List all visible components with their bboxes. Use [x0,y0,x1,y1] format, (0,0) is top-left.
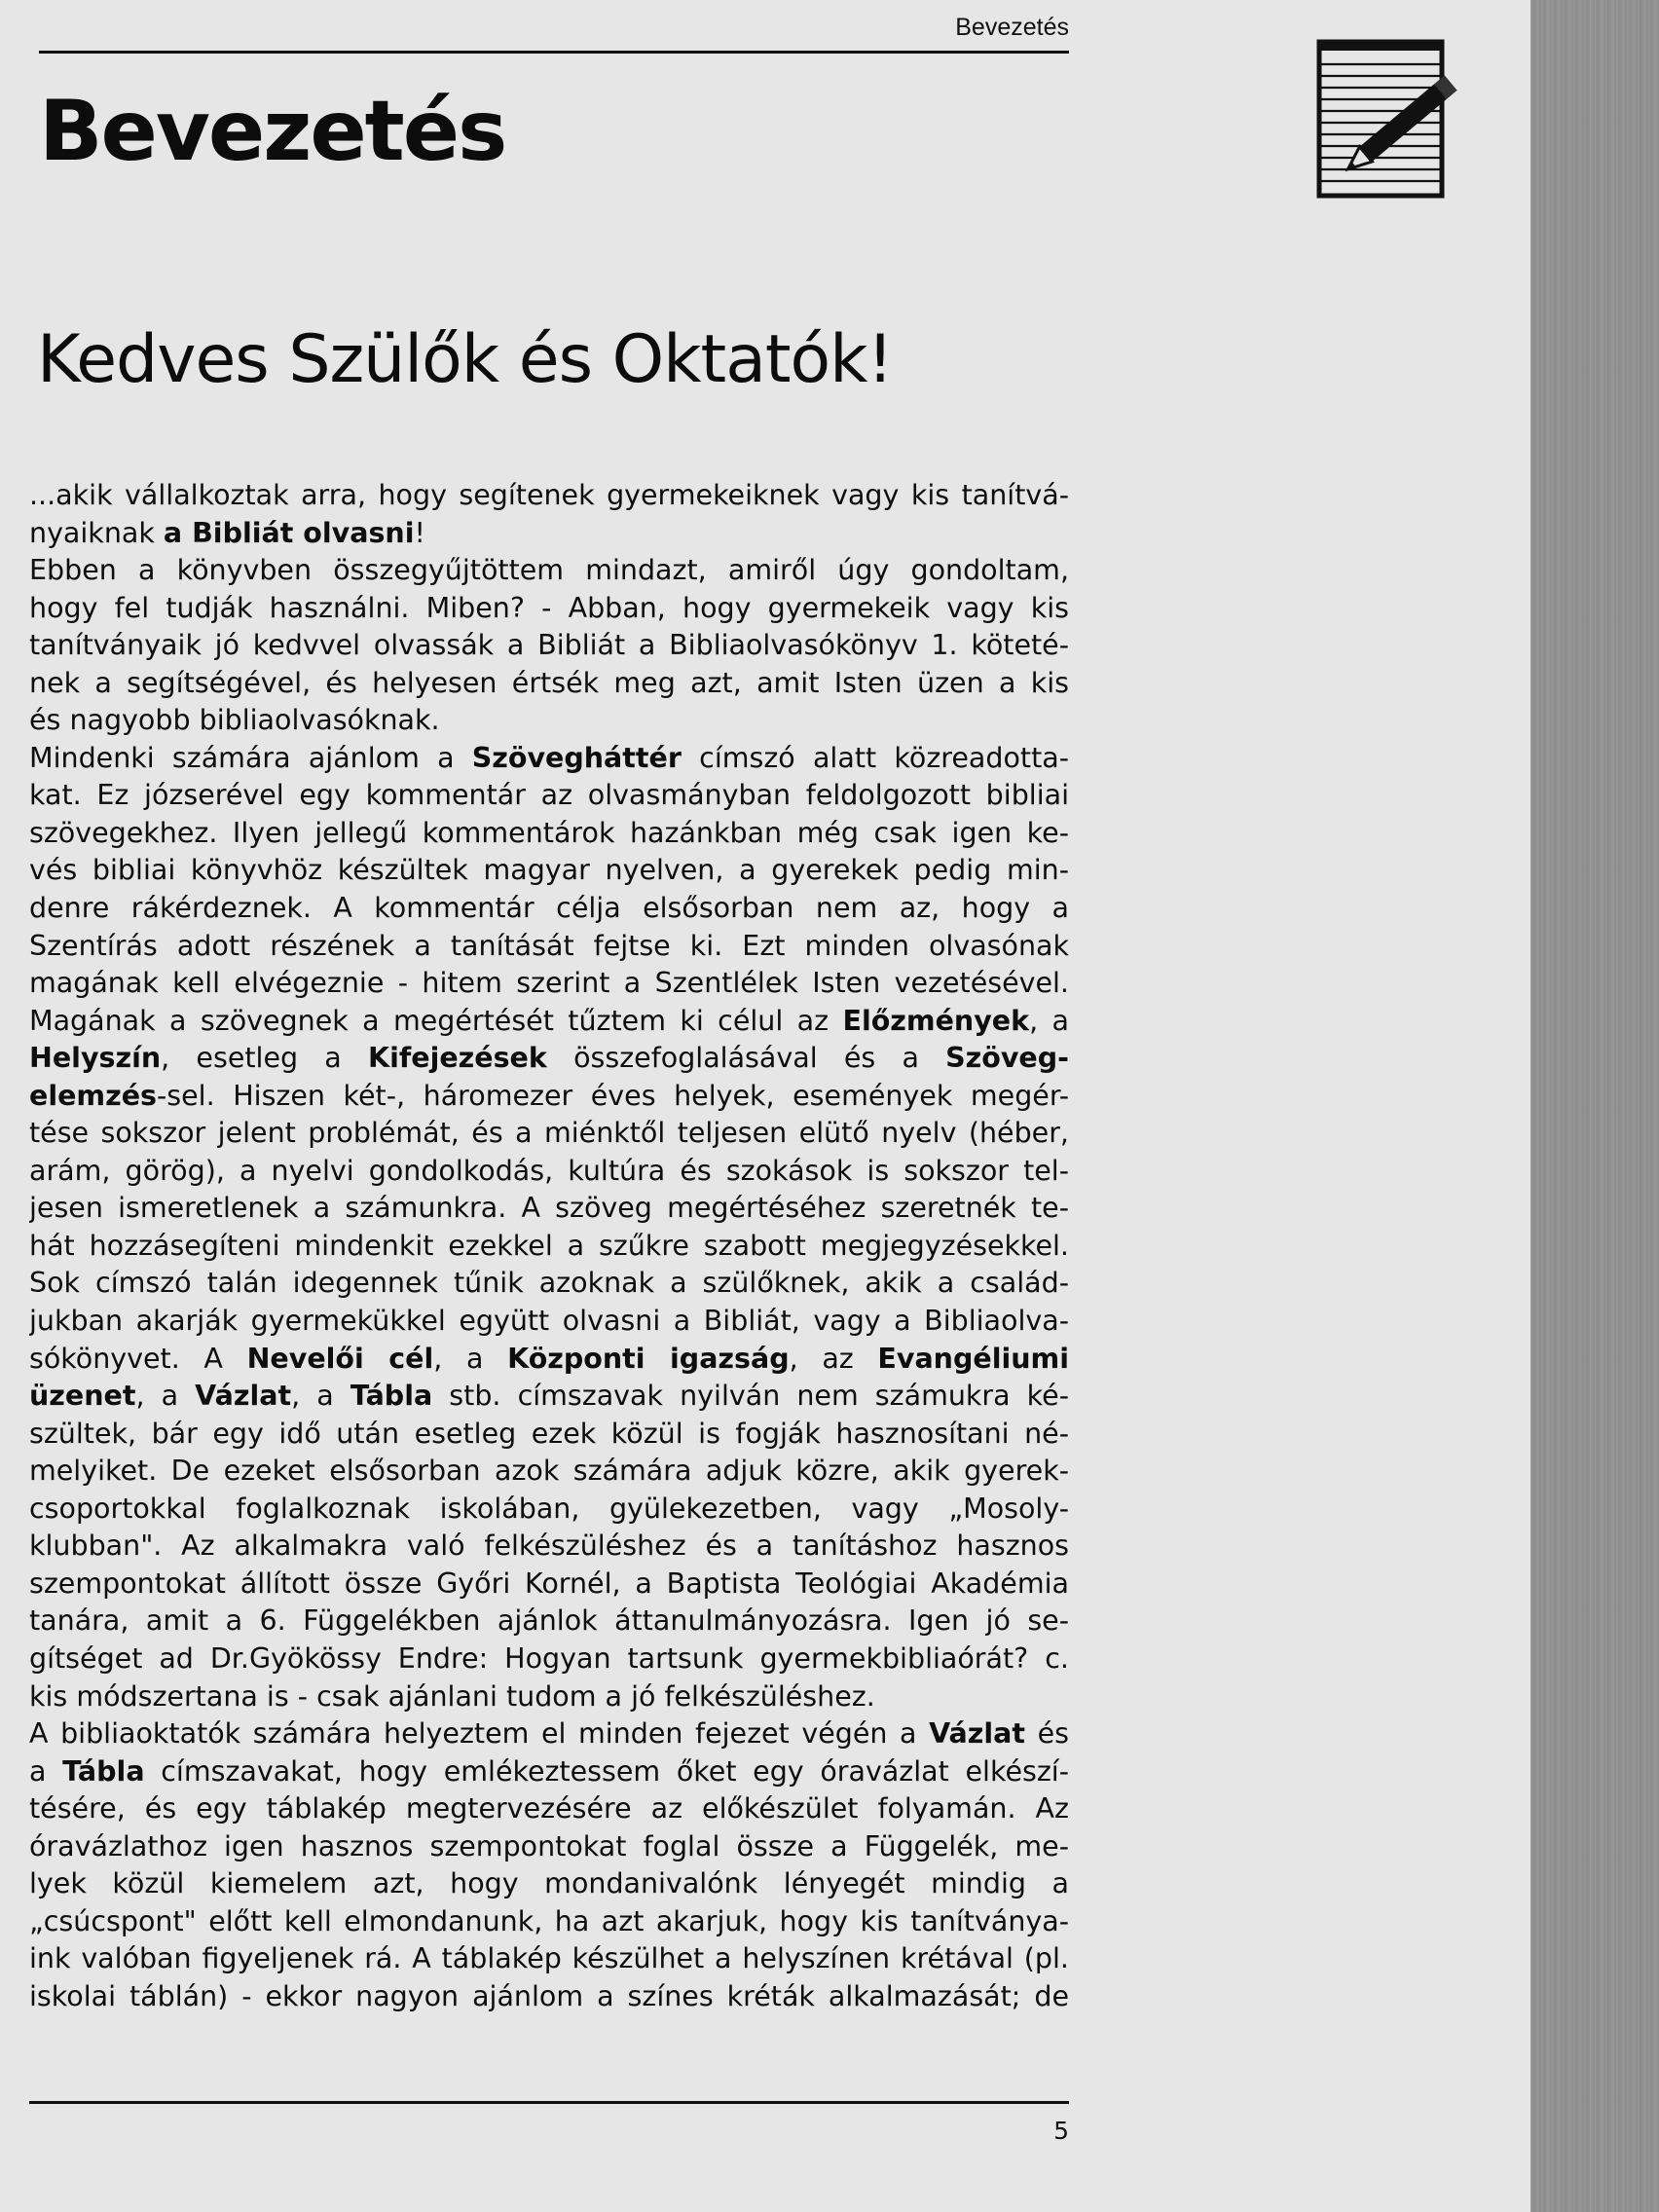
text-run: címszavakat, hogy emlékeztessem őket egy óravázlat elkészí- [144,1754,1069,1788]
text-run: kat. Ez józserével egy kommentár az olvasmányban feldolgozott bibliai [29,779,1069,812]
text-run: ...akik vállalkoztak arra, hogy segítenek gyermekeiknek vagy kis tanítvá- [29,479,1069,511]
bold-term: Tábla [62,1754,145,1788]
bold-term: Tábla [350,1380,433,1413]
text-run: szövegekhez. Ilyen jellegű kommentárok hazánkban még csak igen ke- [29,816,1069,849]
body-line [29,1416,1069,1454]
bold-term: Vázlat [195,1380,292,1413]
text-run: Mindenki számára ajánlom a [29,741,472,774]
text-run: lyek közül kiemelem azt, hogy mondanivalónk lényegét mindig a [29,1867,1069,1900]
bold-term: Szöveg- [945,1042,1069,1075]
text-run: , a [1029,1004,1069,1037]
text-run: denre rákérdeznek. A kommentár célja elsősorban nem az, hogy a [29,892,1069,925]
bold-term: Nevelői cél [246,1342,434,1375]
text-run: és nagyobb bibliaolvasóknak. [29,704,440,737]
text-run: sókönyvet. A [29,1342,247,1375]
body-line [29,1228,1069,1266]
text-run: gítséget ad Dr.Gyökössy Endre: Hogyan tartsunk gyermekbibliaórát? c. [29,1641,1069,1675]
body-line [29,1528,1069,1566]
body-line [29,1865,1069,1903]
text-run: kis módszertana is - csak ajánlani tudom a jó felkészüléshez. [29,1679,875,1713]
text-run: nyaiknak [29,516,164,549]
page-subtitle: Kedves Szülők és Oktatók! [37,321,893,398]
body-line [29,815,1069,853]
body-line [29,1903,1069,1941]
text-run: , a [135,1380,196,1413]
body-line [29,515,1069,553]
body-line [29,477,1069,515]
text-run: tanára, amit a 6. Függelékben ajánlok áttanulmányozásra. Igen jó se- [29,1604,1069,1638]
text-run: stb. címszavak nyilván nem számukra ké- [432,1380,1069,1413]
body-line [29,1378,1069,1416]
bold-term: üzenet [29,1380,136,1413]
bold-term: Vázlat [929,1717,1026,1751]
body-line [29,852,1069,890]
text-run: jesen ismeretlenek a számunkra. A szöveg megértéséhez szeretnék te- [29,1192,1069,1225]
text-run: , az [789,1342,878,1375]
text-run: arám, görög), a nyelvi gondolkodás, kultúra és szokások is sokszor tel- [29,1154,1069,1187]
text-run: klubban". Az alkalmakra való felkészüléshez és a tanításhoz hasznos [29,1530,1069,1563]
body-line [29,1265,1069,1303]
text-run: „csúcspont" előtt kell elmondanunk, ha azt akarjuk, hogy kis tanítványa- [29,1904,1069,1937]
text-run: , esetleg a [161,1042,368,1075]
body-line [29,1003,1069,1041]
text-run: címszó alatt közreadotta- [681,741,1069,774]
bold-term: Szövegháttér [471,741,682,774]
body-line [29,627,1069,665]
body-line [29,1828,1069,1866]
running-head: Bevezetés [955,14,1069,41]
body-line [29,1303,1069,1341]
text-run: jukban akarják gyermekükkel együtt olvasni a Bibliát, vagy a Bibliaolva- [29,1305,1069,1338]
body-line [29,1040,1069,1078]
body-line [29,590,1069,628]
text-run: magának kell elvégeznie - hitem szerint a Szentlélek Isten vezetésével. [29,967,1069,1000]
notepad-pencil-icon [1314,37,1480,203]
body-line [29,1603,1069,1641]
text-run: Magának a szövegnek a megértését tűztem ki célul az [29,1004,843,1037]
body-line [29,702,1069,740]
body-line [29,777,1069,815]
text-run: iskolai táblán) - ekkor nagyon ajánlom a színes kréták alkalmazását; de [29,1979,1069,2012]
text-run: Szentírás adott részének a tanítását fejtse ki. Ezt minden olvasónak [29,929,1069,962]
body-line [29,1790,1069,1828]
body-line [29,1190,1069,1228]
body-line [29,1641,1069,1678]
bold-term: Evangéliumi [877,1342,1069,1375]
bold-term: elemzés [29,1079,158,1112]
body-line [29,1715,1069,1753]
header-rule [39,51,1069,54]
text-run: ink valóban figyeljenek rá. A táblakép készülhet a helyszínen krétával (pl. [29,1942,1069,1975]
body-line [29,1153,1069,1191]
body-line [29,890,1069,928]
body-line [29,1678,1069,1716]
text-run: -sel. Hiszen két-, háromezer éves helyek, események megér- [157,1079,1069,1112]
body-line [29,1115,1069,1153]
footer-rule [29,2101,1069,2104]
text-run: csoportokkal foglalkoznak iskolában, gyülekezetben, vagy „Mosoly- [29,1492,1069,1525]
bold-term: Előzmények [842,1004,1030,1037]
text-run: , a [433,1342,508,1375]
text-run: összefoglalásával és a [546,1042,946,1075]
text-run: nek a segítségével, és helyesen értsék meg azt, amit Isten üzen a kis [29,666,1069,699]
body-line [29,1566,1069,1604]
body-line [29,665,1069,703]
body-line [29,928,1069,966]
text-run: Sok címszó talán idegennek tűnik azoknak a szülőknek, akik a család- [29,1267,1069,1300]
body-text [29,477,1069,2015]
text-run: vés bibliai könyvhöz készültek magyar nyelven, a gyerekek pedig min- [29,854,1069,887]
page-stack-edge [1530,0,1659,2212]
body-line [29,740,1069,778]
chapter-title: Bevezetés [39,83,506,180]
text-run: melyiket. De ezeket elsősorban azok számára adjuk közre, akik gyerek- [29,1455,1069,1488]
text-run: a [29,1754,63,1788]
text-run: tanítványaik jó kedvvel olvassák a Bibliát a Bibliaolvasókönyv 1. köteté- [29,629,1069,662]
text-run: tésére, és egy táblakép megtervezésére az előkészület folyamán. Az [29,1792,1069,1825]
text-run: és [1025,1717,1069,1751]
body-line [29,1491,1069,1529]
text-run: tése sokszor jelent problémát, és a miénktől teljesen elütő nyelv (héber, [29,1117,1069,1150]
body-line [29,1341,1069,1379]
text-run: hát hozzásegíteni mindenkit ezekkel a szűkre szabott megjegyzésekkel. [29,1229,1069,1262]
body-line [29,1453,1069,1491]
text-run: óravázlathoz igen hasznos szempontokat foglal össze a Függelék, me- [29,1829,1069,1862]
bold-term: Központi igazság [507,1342,790,1375]
body-line [29,1753,1069,1791]
text-run: , a [291,1380,350,1413]
text-run: ! [414,516,425,549]
bold-term: Helyszín [29,1042,162,1075]
body-line [29,1978,1069,2016]
text-run: A bibliaoktatók számára helyeztem el minden fejezet végén a [29,1717,930,1751]
body-line [29,552,1069,590]
body-line [29,1940,1069,1978]
text-run: hogy fel tudják használni. Miben? - Abban, hogy gyermekeik vagy kis [29,591,1069,624]
body-line [29,965,1069,1003]
text-run: Ebben a könyvben összegyűjtöttem mindazt, amiről úgy gondoltam, [29,554,1069,587]
bold-term: Kifejezések [368,1042,547,1075]
bold-term: a Bibliát olvasni [163,516,415,549]
text-run: szültek, bár egy idő után esetleg ezek közül is fogják hasznosítani né- [29,1417,1069,1450]
body-line [29,1078,1069,1116]
text-run: szempontokat állított össze Győri Kornél, a Baptista Teológiai Akadémia [29,1567,1069,1600]
page-number: 5 [1053,2117,1069,2145]
